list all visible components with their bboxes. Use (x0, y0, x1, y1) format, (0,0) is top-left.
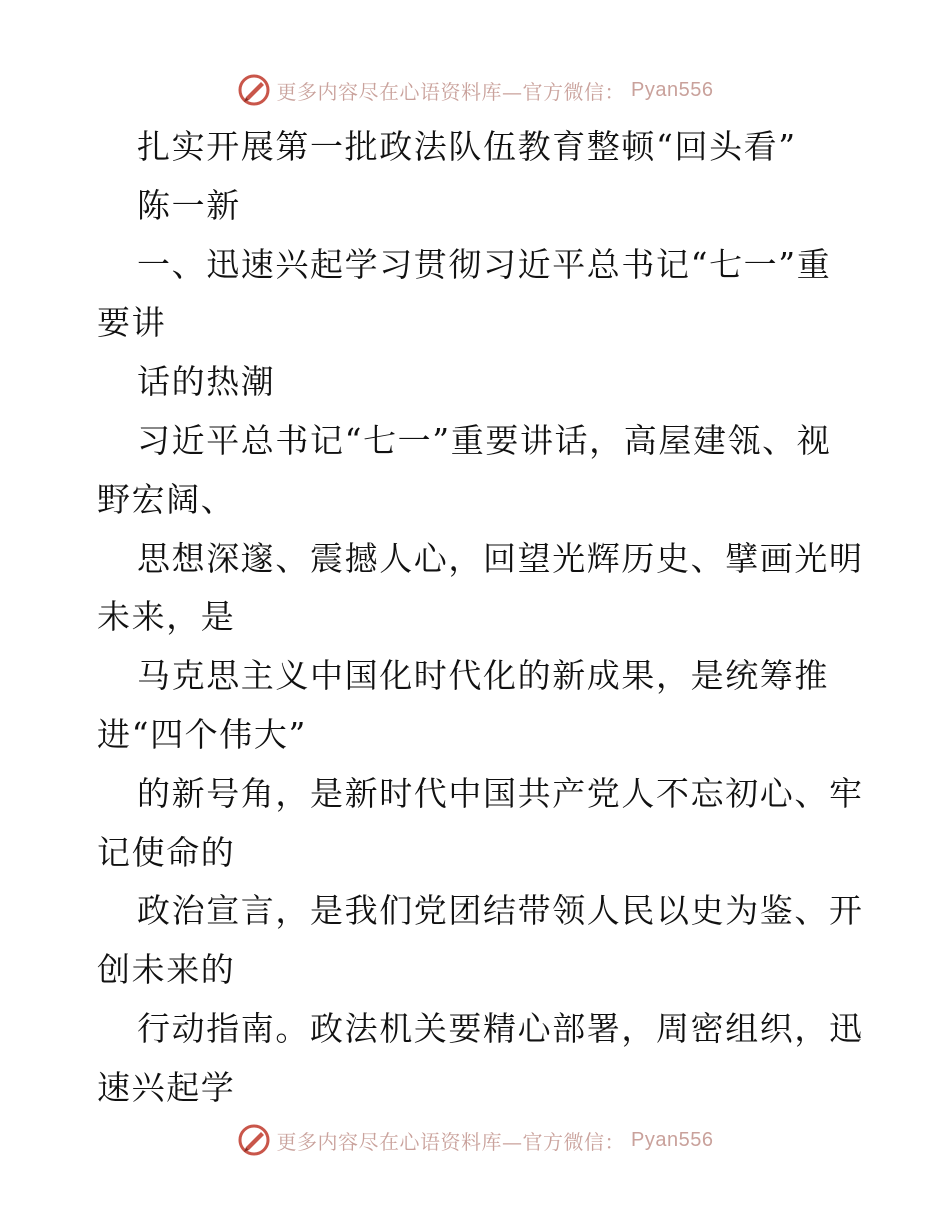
watermark-text: 更多内容尽在心语资料库—官方微信： (276, 79, 626, 104)
watermark-handle: Pyan556 (631, 1128, 714, 1151)
pen-logo-icon (237, 73, 271, 107)
pen-logo-icon (237, 1123, 271, 1157)
text-line: 话的热潮 (137, 362, 276, 402)
text-line: 记使命的 (97, 832, 236, 872)
watermark-banner-top (0, 70, 950, 110)
text-line: 习近平总书记“七一”重要讲话，高屋建瓴、视 (137, 420, 832, 460)
text-line: 陈一新 (137, 185, 241, 225)
text-line: 创未来的 (97, 950, 236, 990)
text-line: 扎实开展第一批政法队伍教育整顿“回头看” (137, 127, 797, 166)
text-line: 政治宣言，是我们党团结带领人民以史为鉴、开 (137, 891, 864, 931)
text-line: 的新号角，是新时代中国共产党人不忘初心、牢 (137, 773, 864, 813)
text-line: 要讲 (97, 303, 167, 343)
text-line: 思想深邃、震撼人心，回望光辉历史、擘画光明 (137, 538, 864, 578)
text-line: 马克思主义中国化时代化的新成果，是统筹推 (137, 656, 829, 696)
watermark-banner-bottom (0, 1120, 950, 1160)
text-line: 一、迅速兴起学习贯彻习近平总书记“七一”重 (137, 244, 832, 284)
document-body (97, 118, 864, 1118)
text-line: 速兴起学 (97, 1067, 236, 1107)
text-line: 行动指南。政法机关要精心部署，周密组织，迅 (137, 1008, 864, 1048)
text-line: 未来，是 (97, 597, 236, 637)
text-line: 野宏阔、 (97, 479, 236, 519)
watermark-handle: Pyan556 (631, 78, 714, 101)
watermark-text: 更多内容尽在心语资料库—官方微信： (276, 1129, 626, 1154)
text-line: 进“四个伟大” (97, 714, 307, 754)
